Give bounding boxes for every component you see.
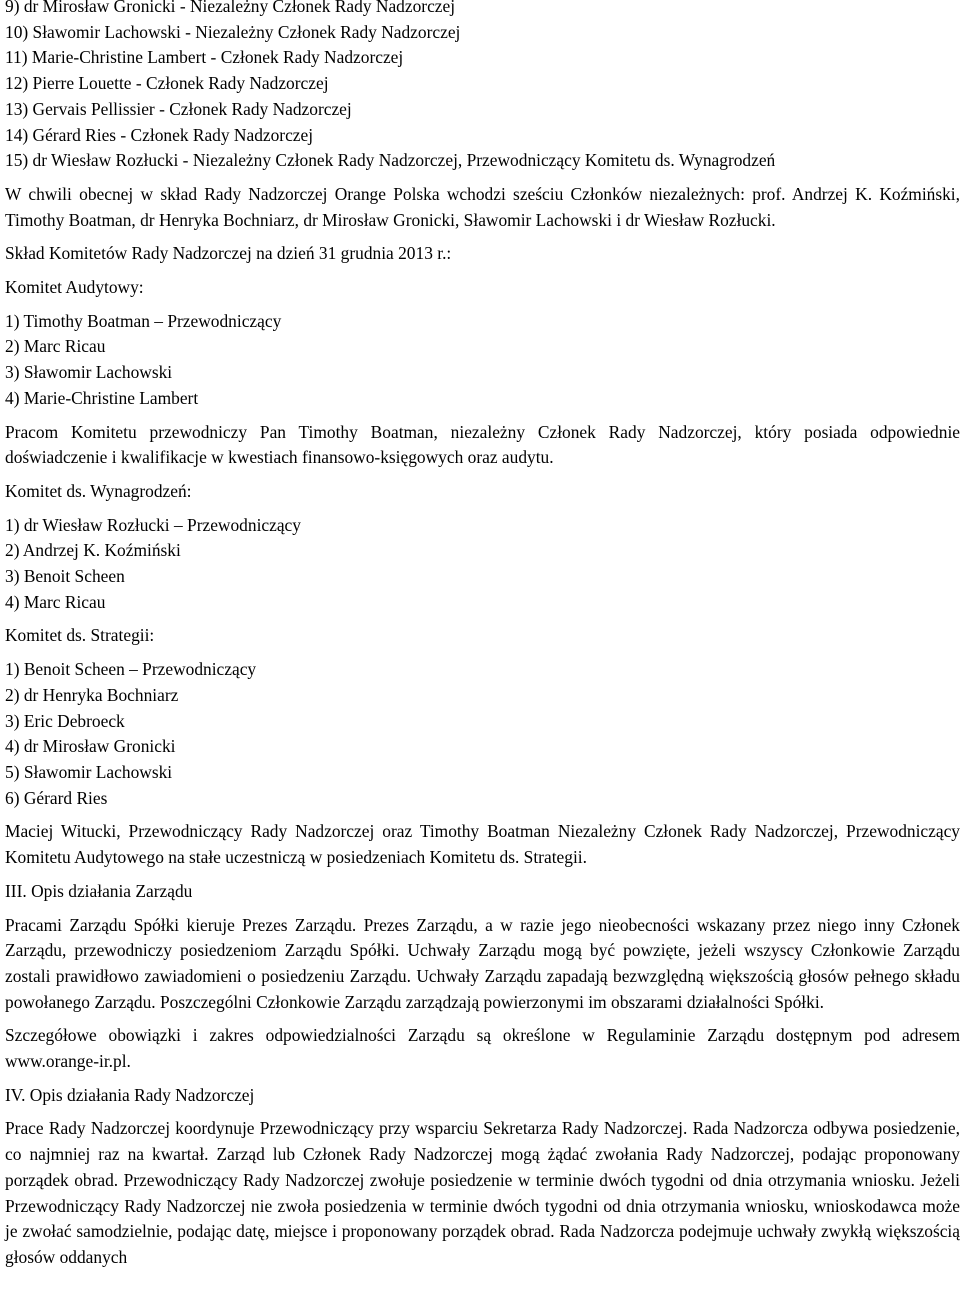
committee-member-item: 1) Benoit Scheen – Przewodniczący (5, 659, 257, 680)
committees-heading: Skład Komitetów Rady Nadzorczej na dzień 31 grudnia 2013 r.: (5, 243, 452, 264)
board-members-list (5, 0, 960, 174)
section-3-paragraph-1: Pracami Zarządu Spółki kieruje Prezes Zarządu. Prezes Zarządu, a w razie jego nieobecności wskazany przez niego inny Członek Zarządu, przewodniczy posiedzeniom Zarządu Spółki. Uchwały Zarządu mogą być powzięte, jeżeli wszyscy Członkowie Zarządu zostali prawidłowo zawiadomieni o posiedzeniu Zarządu. Uchwały Zarządu zapadają bezwzględną większością głosów pełnego składu powołanego Zarządu. Poszczególni Członkowie Zarządu zarządzają powierzonymi im obszarami działalności Spółki. (5, 914, 960, 1012)
committee-member-item: 2) Andrzej K. Koźmiński (5, 540, 181, 561)
committee-member-item: 4) dr Mirosław Gronicki (5, 736, 176, 757)
section-3-heading: III. Opis działania Zarządu (5, 880, 193, 901)
strategy-committee-note: Maciej Witucki, Przewodniczący Rady Nadzorczej oraz Timothy Boatman Niezależny Członek Rady Nadzorczej, Przewodniczący Komitetu Audytowego na stałe uczestniczą w posiedzeniach Komitetu ds. Strategii. (5, 821, 960, 868)
board-member-item: 9) dr Mirosław Gronicki - Niezależny Członek Rady Nadzorczej (5, 0, 456, 16)
strategy-committee-members (5, 657, 960, 811)
committee-member-item: 3) Sławomir Lachowski (5, 362, 173, 383)
board-member-item: 14) Gérard Ries - Członek Rady Nadzorczej (5, 124, 314, 145)
board-member-item: 15) dr Wiesław Rozłucki - Niezależny Członek Rady Nadzorczej, Przewodniczący Komitetu ds. Wynagrodzeń (5, 150, 776, 171)
committee-member-item: 6) Gérard Ries (5, 787, 108, 808)
committee-member-item: 3) Benoit Scheen (5, 566, 125, 587)
independent-members-paragraph: W chwili obecnej w skład Rady Nadzorczej Orange Polska wchodzi sześciu Członków niezależnych: prof. Andrzej K. Koźmiński, Timothy Boatman, dr Henryka Bochniarz, dr Mirosław Gronicki, Sławomir Lachowski i dr Wiesław Rozłucki. (5, 183, 960, 230)
document-page (5, 0, 960, 1271)
board-member-item: 12) Pierre Louette - Członek Rady Nadzorczej (5, 73, 329, 94)
board-member-item: 11) Marie-Christine Lambert - Członek Rady Nadzorczej (5, 47, 404, 68)
committee-member-item: 4) Marie-Christine Lambert (5, 387, 199, 408)
committee-member-item: 2) dr Henryka Bochniarz (5, 684, 179, 705)
committee-member-item: 4) Marc Ricau (5, 591, 106, 612)
committee-member-item: 1) dr Wiesław Rozłucki – Przewodniczący (5, 514, 301, 535)
audit-committee-members (5, 309, 960, 412)
remuneration-committee-title: Komitet ds. Wynagrodzeń: (5, 480, 192, 501)
section-4-heading: IV. Opis działania Rady Nadzorczej (5, 1084, 255, 1105)
committee-member-item: 2) Marc Ricau (5, 336, 106, 357)
committee-member-item: 5) Sławomir Lachowski (5, 761, 173, 782)
strategy-committee-title: Komitet ds. Strategii: (5, 625, 155, 646)
section-4-paragraph-1: Prace Rady Nadzorczej koordynuje Przewodniczący przy wsparciu Sekretarza Rady Nadzorczej. Rada Nadzorcza odbywa posiedzenie, co najmniej raz na kwartał. Zarząd lub Członek Rady Nadzorczej mogą żądać zwołania Rady Nadzorczej, podając proponowany porządek obrad. Przewodniczący Rady Nadzorczej zwołuje posiedzenie w terminie dwóch tygodni od dnia otrzymania wniosku. Jeżeli Przewodniczący Rady Nadzorczej nie zwoła posiedzenia w terminie dwóch tygodni od dnia otrzymania wniosku, wnioskodawca może je zwołać samodzielnie, podając datę, miejsce i proponowany porządek obrad. Rada Nadzorcza podejmuje uchwały zwykłą większością głosów oddanych (5, 1118, 960, 1267)
committee-member-item: 1) Timothy Boatman – Przewodniczący (5, 310, 282, 331)
remuneration-committee-members (5, 513, 960, 616)
audit-committee-note: Pracom Komitetu przewodniczy Pan Timothy Boatman, niezależny Członek Rady Nadzorczej, który posiada odpowiednie doświadczenie i kwalifikacje w kwestiach finansowo-księgowych oraz audytu. (5, 421, 960, 468)
section-3-paragraph-2: Szczegółowe obowiązki i zakres odpowiedzialności Zarządu są określone w Regulaminie Zarządu dostępnym pod adresem www.orange-ir.pl. (5, 1025, 960, 1072)
board-member-item: 10) Sławomir Lachowski - Niezależny Członek Rady Nadzorczej (5, 21, 461, 42)
committee-member-item: 3) Eric Debroeck (5, 710, 125, 731)
audit-committee-title: Komitet Audytowy: (5, 277, 144, 298)
board-member-item: 13) Gervais Pellissier - Członek Rady Nadzorczej (5, 98, 352, 119)
